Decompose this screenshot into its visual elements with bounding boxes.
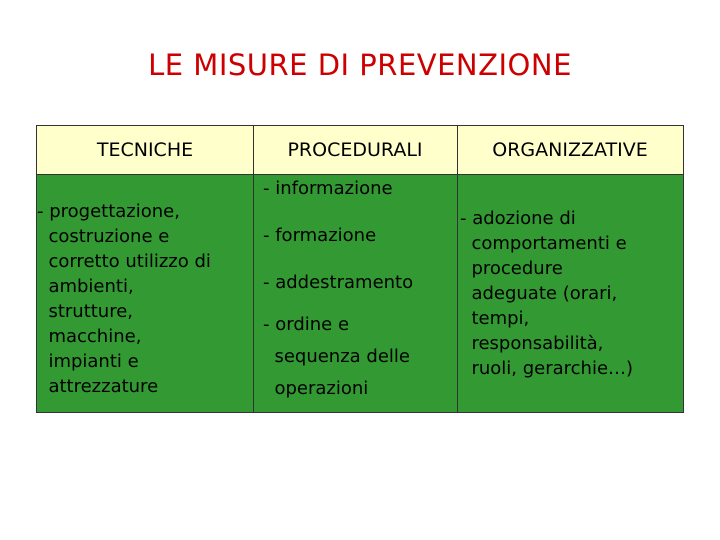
list-item: attrezzature (37, 376, 159, 397)
list-item: tempi, (460, 308, 530, 329)
list-item: responsabilità, (460, 333, 604, 354)
cell-organizzative (457, 174, 683, 412)
list-item: macchine, (37, 326, 142, 347)
cell-procedurali (253, 174, 457, 412)
list-item: - informazione (263, 178, 393, 199)
list-item: procedure (460, 258, 563, 279)
list-item: - ordine e (263, 314, 350, 335)
cell-tecniche (37, 174, 253, 412)
header-divider (37, 174, 683, 175)
list-item: ruoli, gerarchie…) (460, 358, 634, 379)
list-item: adeguate (orari, (460, 283, 618, 304)
list-item: ambienti, (37, 276, 134, 297)
column-divider (253, 126, 254, 412)
list-item: operazioni (263, 378, 369, 399)
header-tecniche: TECNICHE (37, 126, 253, 174)
header-procedurali: PROCEDURALI (253, 126, 457, 174)
list-item: - progettazione, (37, 201, 180, 222)
list-item: strutture, (37, 301, 134, 322)
list-item: - addestramento (263, 272, 414, 293)
column-divider (457, 126, 458, 412)
list-item: sequenza delle (263, 346, 410, 367)
list-item: comportamenti e (460, 233, 627, 254)
list-item: corretto utilizzo di (37, 251, 211, 272)
list-item: impianti e (37, 351, 139, 372)
header-organizzative: ORGANIZZATIVE (457, 126, 683, 174)
list-item: costruzione e (37, 226, 170, 247)
list-item: - formazione (263, 225, 377, 246)
slide-title: LE MISURE DI PREVENZIONE (148, 48, 572, 82)
list-item: - adozione di (460, 208, 576, 229)
prevention-table (36, 125, 684, 413)
